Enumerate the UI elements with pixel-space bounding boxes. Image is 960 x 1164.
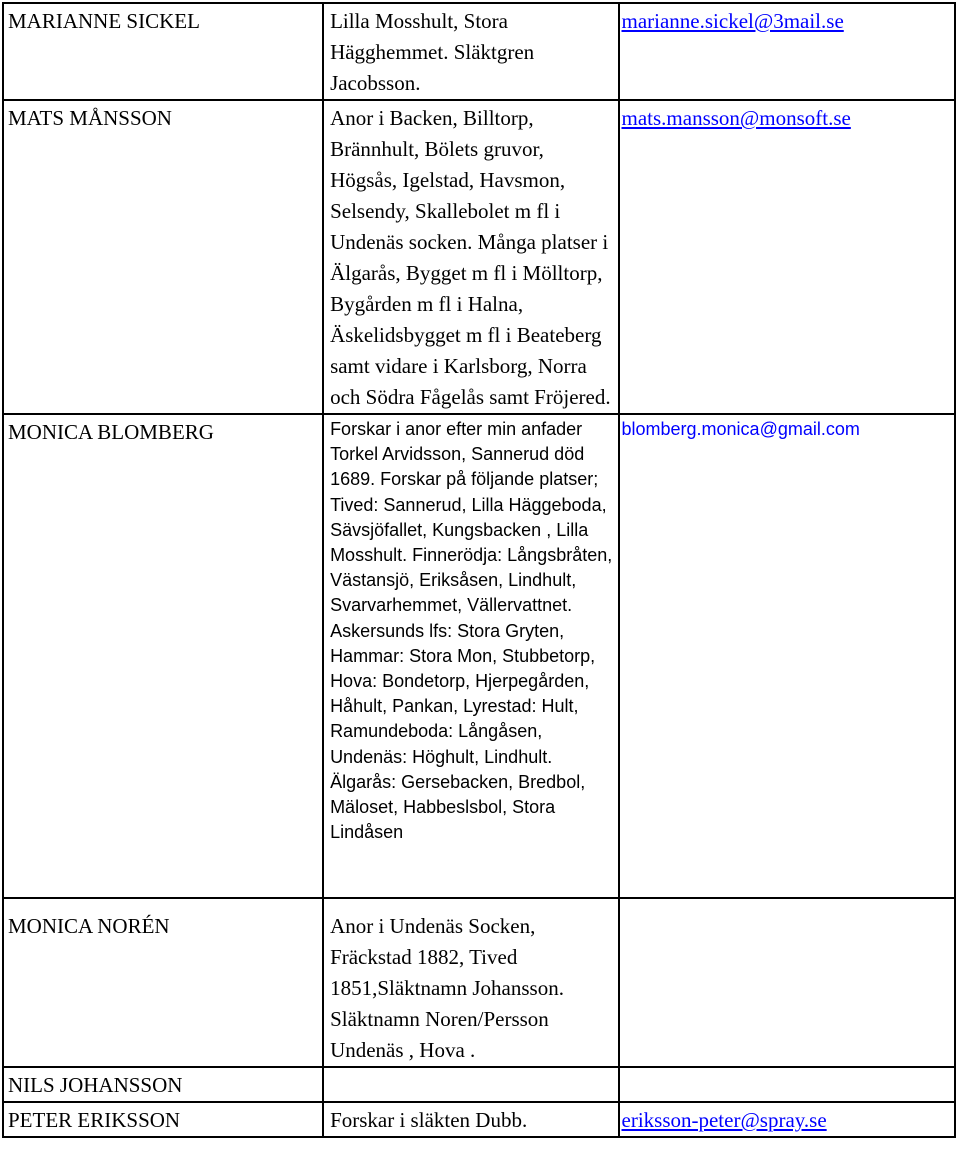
research-description: Forskar i anor efter min anfader Torkel Arvidsson, Sannerud död 1689. Forskar på följande platser; Tived: Sannerud, Lilla Häggeboda, Sävsjöfallet, Kungsbacken , Lilla Mosshult. Finnerödja: Långsbråten, Västansjö, Eriksåsen, Lindhult, Svarvarhemmet, Vällervattnet. Askersunds lfs: Stora Gryten, Hammar: Stora Mon, Stubbetorp, Hova: Bondetorp, Hjerpegården, Håhult, Pankan, Lyrestad: Hult, Ramundeboda: Långåsen, Undenäs: Höghult, Lindhult. Älgarås: Gersebacken, Bredbol, Mäloset, Habbeslsbol, Stora Lindåsen xyxy=(323,414,618,898)
table-row xyxy=(3,1102,955,1137)
person-name: MONICA NORÉN xyxy=(3,898,323,1067)
person-name: NILS JOHANSSON xyxy=(3,1067,323,1102)
person-name: MONICA BLOMBERG xyxy=(3,414,323,898)
person-name: MATS MÅNSSON xyxy=(3,100,323,414)
research-description: Anor i Backen, Billtorp, Brännhult, Bölets gruvor, Högsås, Igelstad, Havsmon, Selsendy, Skallebolet m fl i Undenäs socken. Många platser i Älgarås, Bygget m fl i Mölltorp, Bygården m fl i Halna, Äskelidsbygget m fl i Beateberg samt vidare i Karlsborg, Norra och Södra Fågelås samt Fröjered. xyxy=(323,100,618,414)
email-link[interactable]: blomberg.monica@gmail.com xyxy=(621,419,860,439)
table-row xyxy=(3,3,955,100)
research-description: Forskar i släkten Dubb. xyxy=(323,1102,618,1137)
table-row xyxy=(3,414,955,898)
research-description xyxy=(323,1067,618,1102)
email-link[interactable]: mats.mansson@monsoft.se xyxy=(621,106,851,130)
research-description: Anor i Undenäs Socken, Fräckstad 1882, Tived 1851,Släktnamn Johansson. Släktnamn Noren/Persson Undenäs , Hova . xyxy=(323,898,618,1067)
table-row xyxy=(3,898,955,1067)
person-name: PETER ERIKSSON xyxy=(3,1102,323,1137)
email-link[interactable]: marianne.sickel@3mail.se xyxy=(621,9,844,33)
table-row xyxy=(3,1067,955,1102)
person-name: MARIANNE SICKEL xyxy=(3,3,323,100)
contacts-table xyxy=(2,2,956,1138)
email-link[interactable]: eriksson-peter@spray.se xyxy=(621,1108,827,1132)
table-row xyxy=(3,100,955,414)
research-description: Lilla Mosshult, Stora Hägghemmet. Släktgren Jacobsson. xyxy=(323,3,618,100)
